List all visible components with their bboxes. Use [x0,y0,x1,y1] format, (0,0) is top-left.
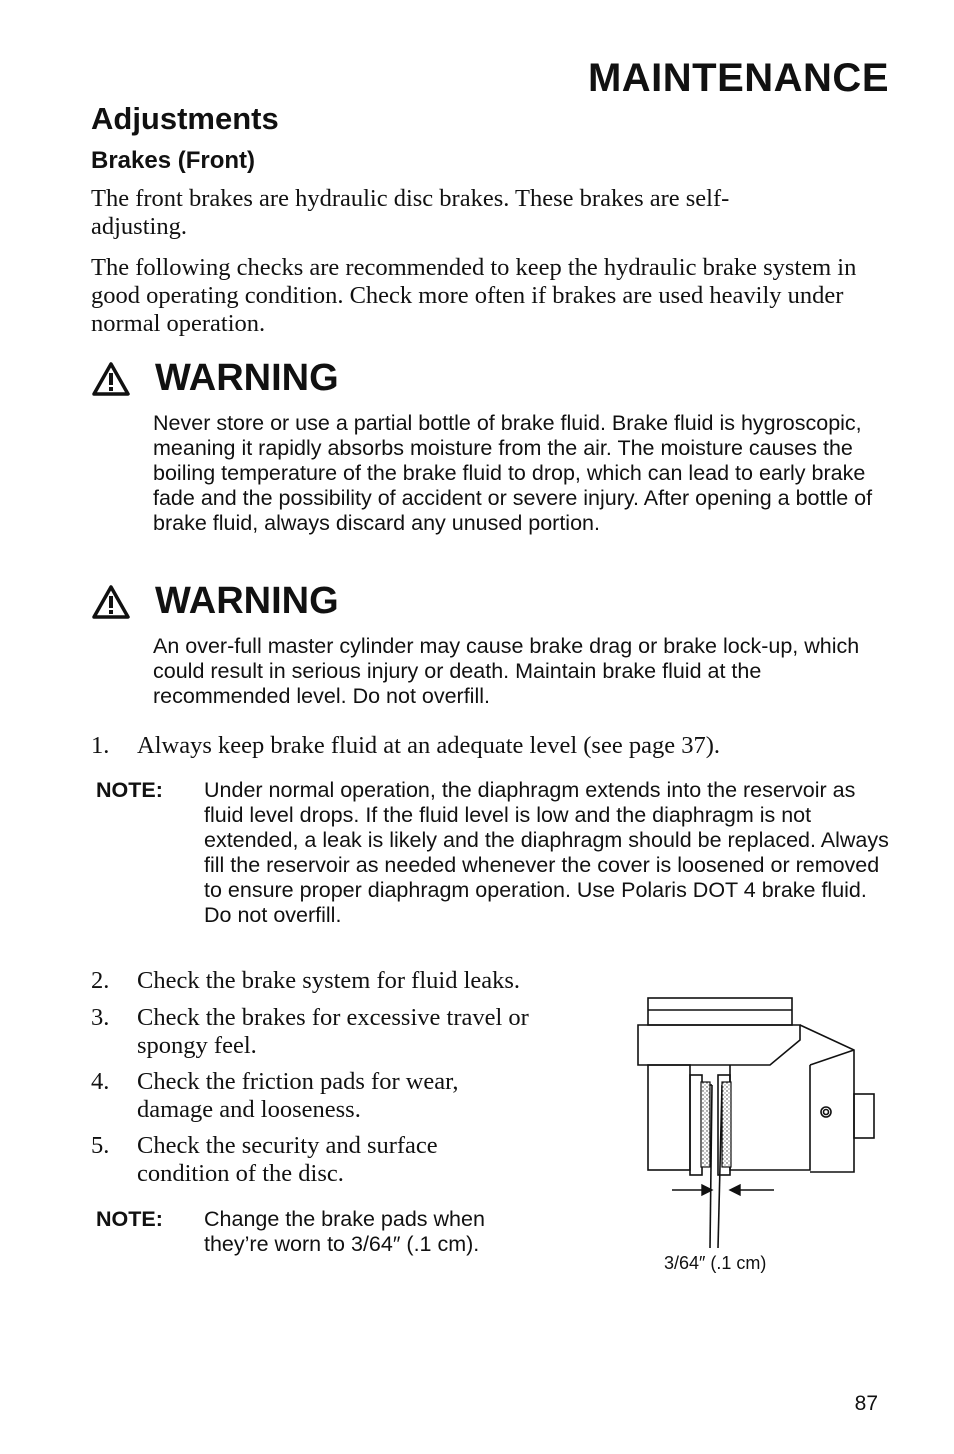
step-number: 1. [91,732,110,759]
note-block-1 [96,778,896,928]
list-item [91,1004,591,1060]
step-number: 2. [91,967,110,994]
intro-paragraph-2: The following checks are recommended to keep the hydraulic brake system in good operating condition. Check more often if brakes are used heavily under normal operation. [91,254,857,337]
intro-paragraph-1: The front brakes are hydraulic disc brakes. These brakes are self-adjusting. [91,185,730,240]
step-text: Check the brake system for fluid leaks. [137,967,521,994]
heading-adjustments: Adjustments [91,101,279,136]
brake-caliper-illustration [630,990,890,1250]
step-number: 5. [91,1132,110,1159]
note-text: Under normal operation, the diaphragm extends into the reservoir as fluid level drops. If the fluid level is low and the diaphragm is not extended, a leak is likely and the diaphragm should be replaced. Always fill the reservoir as needed whenever the cover is loosened or removed to ensure proper diaphragm operation. Use Polaris DOT 4 brake fluid. Do not overfill. [204,778,889,927]
warning-text-2: An over-full master cylinder may cause brake drag or brake lock-up, which could result in serious injury or death. Maintain brake fluid at the recommended level. Do not overfill. [153,634,860,708]
heading-brakes-front: Brakes (Front) [91,147,256,174]
step-number: 4. [91,1068,110,1095]
warning-heading-2 [91,580,339,623]
list-item [91,1132,491,1188]
figure-caption: 3/64″ (.1 cm) [664,1253,767,1273]
list-item [91,732,881,760]
step-text: Always keep brake fluid at an adequate level (see page 37). [137,732,720,759]
warning-title: WARNING [155,357,339,399]
step-text: Check the friction pads for wear, damage and looseness. [137,1068,459,1123]
step-number: 3. [91,1004,110,1031]
note-label: NOTE: [96,1207,163,1231]
list-item [91,1068,511,1124]
warning-triangle-icon [91,361,131,397]
step-text: Check the brakes for excessive travel or spongy feel. [137,1004,529,1059]
section-title: MAINTENANCE [587,56,889,100]
note-text: Change the brake pads when they’re worn to 3/64″ (.1 cm). [204,1207,485,1256]
page-number: 87 [854,1392,878,1415]
warning-title: WARNING [155,580,339,622]
step-text: Check the security and surface condition of the disc. [137,1132,438,1187]
warning-text-1: Never store or use a partial bottle of brake fluid. Brake fluid is hygroscopic, meaning it rapidly absorbs moisture from the air. The moisture causes the boiling temperature of the brake fluid to drop, which can lead to early brake fade and the possibility of accident or severe injury. After opening a bottle of brake fluid, always discard any unused portion. [153,411,873,535]
warning-triangle-icon [91,584,131,620]
note-block-2 [96,1207,546,1257]
warning-heading-1 [91,357,339,400]
note-label: NOTE: [96,778,163,802]
list-item [91,967,611,995]
